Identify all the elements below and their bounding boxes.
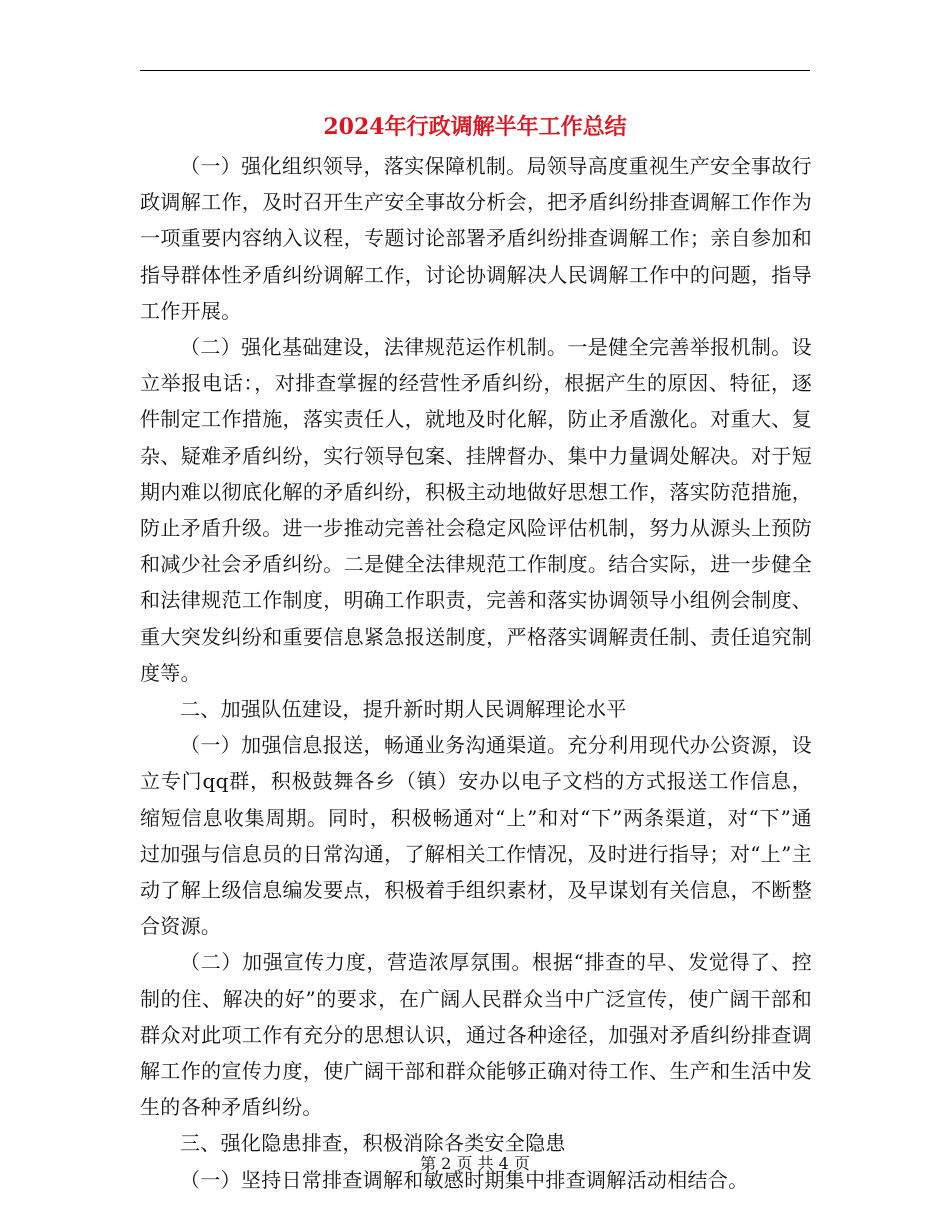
document-body xyxy=(140,148,812,1198)
paragraph-3: （一）加强信息报送，畅通业务沟通渠道。充分利用现代办公资源，设立专门qq群，积极鼓舞各乡（镇）安办以电子文档的方式报送工作信息，缩短信息收集周期。同时，积极畅通对“上”和对“下”两条渠道，对“下”通过加强与信息员的日常沟通，了解相关工作情况，及时进行指导；对“上”主动了解上级信息编发要点，积极着手组织素材，及早谋划有关信息，不断整合资源。 xyxy=(140,733,812,939)
section-heading-3: 三、强化隐患排查，积极消除各类安全隐患 xyxy=(180,1131,566,1156)
paragraph-1: （一）强化组织领导，落实保障机制。局领导高度重视生产安全事故行政调解工作，及时召开生产安全事故分析会，把矛盾纠纷排查调解工作作为一项重要内容纳入议程，专题讨论部署矛盾纠纷排查调解工作；亲自参加和指导群体性矛盾纠纷调解工作，讨论协调解决人民调解工作中的问题，指导工作开展。 xyxy=(140,154,812,323)
paragraph-5: （一）坚持日常排查调解和敏感时期集中排查调解活动相结合。 xyxy=(180,1167,749,1192)
document-title: 2024年行政调解半年工作总结 xyxy=(323,114,627,140)
page-number-footer: 第 2 页 共 4 页 xyxy=(420,1154,530,1173)
paragraph-2: （二）强化基础建设，法律规范运作机制。一是健全完善举报机制。设立举报电话：，对排查掌握的经营性矛盾纠纷，根据产生的原因、特征，逐件制定工作措施，落实责任人，就地及时化解，防止矛盾激化。对重大、复杂、疑难矛盾纠纷，实行领导包案、挂牌督办、集中力量调处解决。对于短期内难以彻底化解的矛盾纠纷，积极主动地做好思想工作，落实防范措施，防止矛盾升级。进一步推动完善社会稳定风险评估机制，努力从源头上预防和减少社会矛盾纠纷。二是健全法律规范工作制度。结合实际，进一步健全和法律规范工作制度，明确工作职责，完善和落实协调领导小组例会制度、重大突发纠纷和重要信息紧急报送制度，严格落实调解责任制、责任追究制度等。 xyxy=(140,335,812,685)
section-heading-2: 二、加强队伍建设，提升新时期人民调解理论水平 xyxy=(180,697,627,722)
paragraph-4: （二）加强宣传力度，营造浓厚氛围。根据“排查的早、发觉得了、控制的住、解决的好”的要求，在广阔人民群众当中广泛宣传，使广阔干部和群众对此项工作有充分的思想认识，通过各种途径，加强对矛盾纠纷排查调解工作的宣传力度，使广阔干部和群众能够正确对待工作、生产和生活中发生的各种矛盾纠纷。 xyxy=(140,950,812,1120)
header-rule xyxy=(140,70,810,71)
